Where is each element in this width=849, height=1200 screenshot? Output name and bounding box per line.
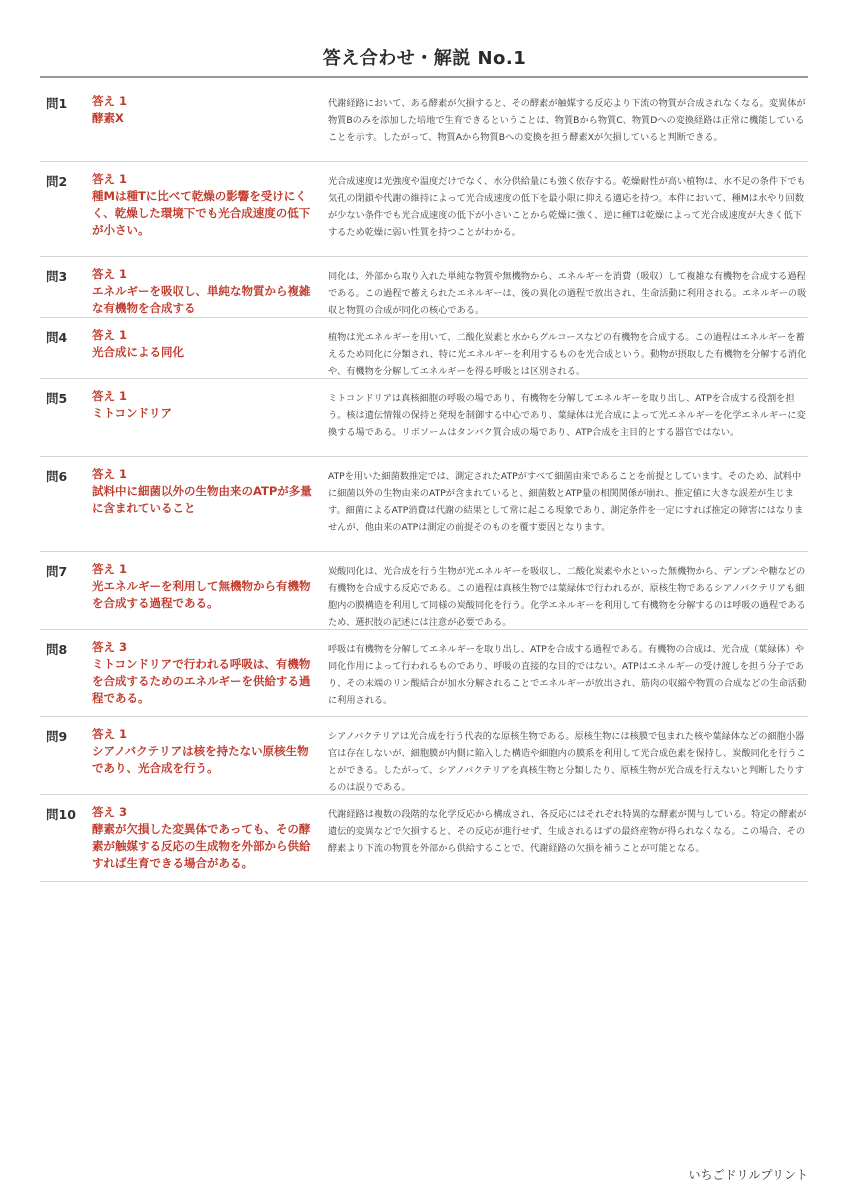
answer-text: ミトコンドリア bbox=[92, 406, 173, 420]
answer-choice: 答え 1 bbox=[92, 562, 128, 576]
answer-text: 種Mは種Tに比べて乾燥の影響を受けにくく、乾燥した環境下でも光合成速度の低下が小さい。 bbox=[92, 189, 311, 237]
answer-text: 光エネルギーを利用して無機物から有機物を合成する過程である。 bbox=[92, 579, 311, 610]
explanation-text: 植物は光エネルギーを用いて、二酸化炭素と水からグルコースなどの有機物を合成する。この過程はエネルギーを蓄えるため同化に分類され、特に光エネルギーを利用するものを光合成という。動物が摂取した有機物を分解する消化や、有機物を分解してエネルギーを得る呼吸とは区別される。 bbox=[328, 332, 807, 377]
answer-text: 光合成による同化 bbox=[92, 345, 184, 359]
question-number: 問7 bbox=[46, 564, 68, 579]
answer-cell bbox=[92, 717, 320, 794]
answer-text: シアノバクテリアは核を持たない原核生物であり、光合成を行う。 bbox=[92, 744, 309, 775]
page-title: 答え合わせ・解説 No.1 bbox=[322, 48, 527, 69]
footer-brand: いちごドリルプリント bbox=[688, 1168, 808, 1182]
answer-choice: 答え 1 bbox=[92, 467, 128, 481]
answer-cell bbox=[92, 257, 320, 317]
question-number: 問3 bbox=[46, 269, 68, 284]
explanation-text: 光合成速度は光強度や温度だけでなく、水分供給量にも強く依存する。乾燥耐性が高い植物は、水不足の条件下でも気孔の閉鎖や代謝の維持によって光合成速度の低下を最小限に抑える適応を持つ。本件において、種Mは水やり回数が少ない条件でも光合成速度の低下が小さいことから乾燥に強く、逆に種Tは乾燥によって光合成速度が大きく低下するため乾燥に弱い性質を持つことがわかる。 bbox=[328, 176, 806, 238]
table-row bbox=[40, 717, 808, 795]
table-row bbox=[40, 84, 808, 162]
answer-choice: 答え 1 bbox=[92, 727, 128, 741]
explanation-text: 同化は、外部から取り入れた単純な物質や無機物から、エネルギーを消費（吸収）して複雑な有機物を合成する過程である。この過程で蓄えられたエネルギーは、後の異化の過程で放出され、生命活動に利用される。エネルギーの吸収と物質の合成が同化の核心である。 bbox=[328, 271, 807, 316]
answer-cell bbox=[92, 457, 320, 551]
table-row bbox=[40, 630, 808, 717]
answer-text: 試料中に細菌以外の生物由来のATPが多量に含まれていること bbox=[92, 484, 312, 515]
table-row bbox=[40, 379, 808, 457]
table-row bbox=[40, 318, 808, 379]
question-number: 問2 bbox=[46, 174, 68, 189]
answer-text: 酵素X bbox=[92, 111, 124, 125]
answer-cell bbox=[92, 318, 320, 378]
answer-cell bbox=[92, 630, 320, 716]
answer-text: 酵素が欠損した変異体であっても、その酵素が触媒する反応の生成物を外部から供給すれば生育できる場合がある。 bbox=[92, 822, 311, 870]
answer-text: エネルギーを吸収し、単純な物質から複雑な有機物を合成する bbox=[92, 284, 311, 315]
explanation-text: ATPを用いた細菌数推定では、測定されたATPがすべて細菌由来であることを前提としています。そのため、試料中に細菌以外の生物由来のATPが含まれていると、細菌数とATP量の相関関係が崩れ、推定値に大きな誤差が生じます。細菌によるATP消費は代謝の結果として常に起こる現象であり、測定条件を一定にすれば推定の障害にはなりませんが、他由来のATPは測定の前提そのものを覆す要因となります。 bbox=[328, 471, 804, 533]
table-row bbox=[40, 162, 808, 257]
answer-cell bbox=[92, 162, 320, 256]
answer-choice: 答え 1 bbox=[92, 267, 128, 281]
explanation-text: 代謝経路は複数の段階的な化学反応から構成され、各反応にはそれぞれ特異的な酵素が関与している。特定の酵素が遺伝的変異などで欠損すると、その反応が進行せず、生成されるはずの最終産物が得られなくなる。この場合、その酵素より下流の物質を外部から供給することで、代謝経路の欠損を補うことが可能となる。 bbox=[328, 809, 807, 854]
answer-cell bbox=[92, 552, 320, 629]
question-number: 問10 bbox=[46, 807, 76, 822]
explanation-text: シアノバクテリアは光合成を行う代表的な原核生物である。原核生物には核膜で包まれた核や葉緑体などの細胞小器官は存在しないが、細胞膜が内側に陥入した構造や細胞内の膜系を利用して光合成色素を保持し、炭酸同化を行うことができる。したがって、シアノバクテリアを真核生物と分類したり、原核生物が光合成を行えないと判断したりするのは誤りである。 bbox=[328, 731, 806, 793]
explanation-text: 炭酸同化は、光合成を行う生物が光エネルギーを吸収し、二酸化炭素や水といった無機物から、デンプンや糖などの有機物を合成する反応である。この過程は真核生物では葉緑体で行われるが、原核生物であるシアノバクテリアも細胞内の膜構造を利用して同様の炭酸同化を行う。化学エネルギーを利用して有機物を分解するのは呼吸の過程であるため、選択肢の記述には注意が必要である。 bbox=[328, 566, 806, 628]
answer-cell bbox=[92, 379, 320, 456]
question-number: 問8 bbox=[46, 642, 68, 657]
answer-cell bbox=[92, 795, 320, 881]
table-row bbox=[40, 457, 808, 552]
question-number: 問1 bbox=[46, 96, 68, 111]
answer-choice: 答え 3 bbox=[92, 805, 128, 819]
explanation-text: 代謝経路において、ある酵素が欠損すると、その酵素が触媒する反応より下流の物質が合成されなくなる。変異体が物質Bのみを添加した培地で生育できるということは、物質Bから物質C、物質Dへの変換経路は正常に機能していることを示す。したがって、物質Aから物質Bへの変換を担う酵素Xが欠損していると判断できる。 bbox=[328, 98, 806, 143]
answer-choice: 答え 1 bbox=[92, 328, 128, 342]
question-number: 問6 bbox=[46, 469, 68, 484]
question-number: 問4 bbox=[46, 330, 68, 345]
answer-table bbox=[40, 84, 808, 882]
answer-choice: 答え 1 bbox=[92, 94, 128, 108]
table-row bbox=[40, 795, 808, 882]
answer-choice: 答え 1 bbox=[92, 172, 128, 186]
explanation-text: ミトコンドリアは真核細胞の呼吸の場であり、有機物を分解してエネルギーを取り出し、ATPを合成する役割を担う。核は遺伝情報の保持と発現を制御する中心であり、葉緑体は光合成によって光エネルギーを化学エネルギーに変換する場である。リボソームはタンパク質合成の場であり、ATP合成を主目的とする器官ではない。 bbox=[328, 393, 806, 438]
explanation-text: 呼吸は有機物を分解してエネルギーを取り出し、ATPを合成する過程である。有機物の合成は、光合成（葉緑体）や同化作用によって行われるものであり、呼吸の直接的な目的ではない。ATPはエネルギーの受け渡しを担う分子であり、その末端のリン酸結合が加水分解されることでエネルギーが放出され、筋肉の収縮や物質の合成などの生命活動に利用される。 bbox=[328, 644, 807, 706]
title-divider bbox=[40, 76, 808, 78]
question-number: 問5 bbox=[46, 391, 68, 406]
answer-cell bbox=[92, 84, 320, 161]
answer-choice: 答え 1 bbox=[92, 389, 128, 403]
question-number: 問9 bbox=[46, 729, 68, 744]
answer-choice: 答え 3 bbox=[92, 640, 128, 654]
table-row bbox=[40, 257, 808, 318]
table-row bbox=[40, 552, 808, 630]
answer-text: ミトコンドリアで行われる呼吸は、有機物を合成するためのエネルギーを供給する過程である。 bbox=[92, 657, 311, 705]
